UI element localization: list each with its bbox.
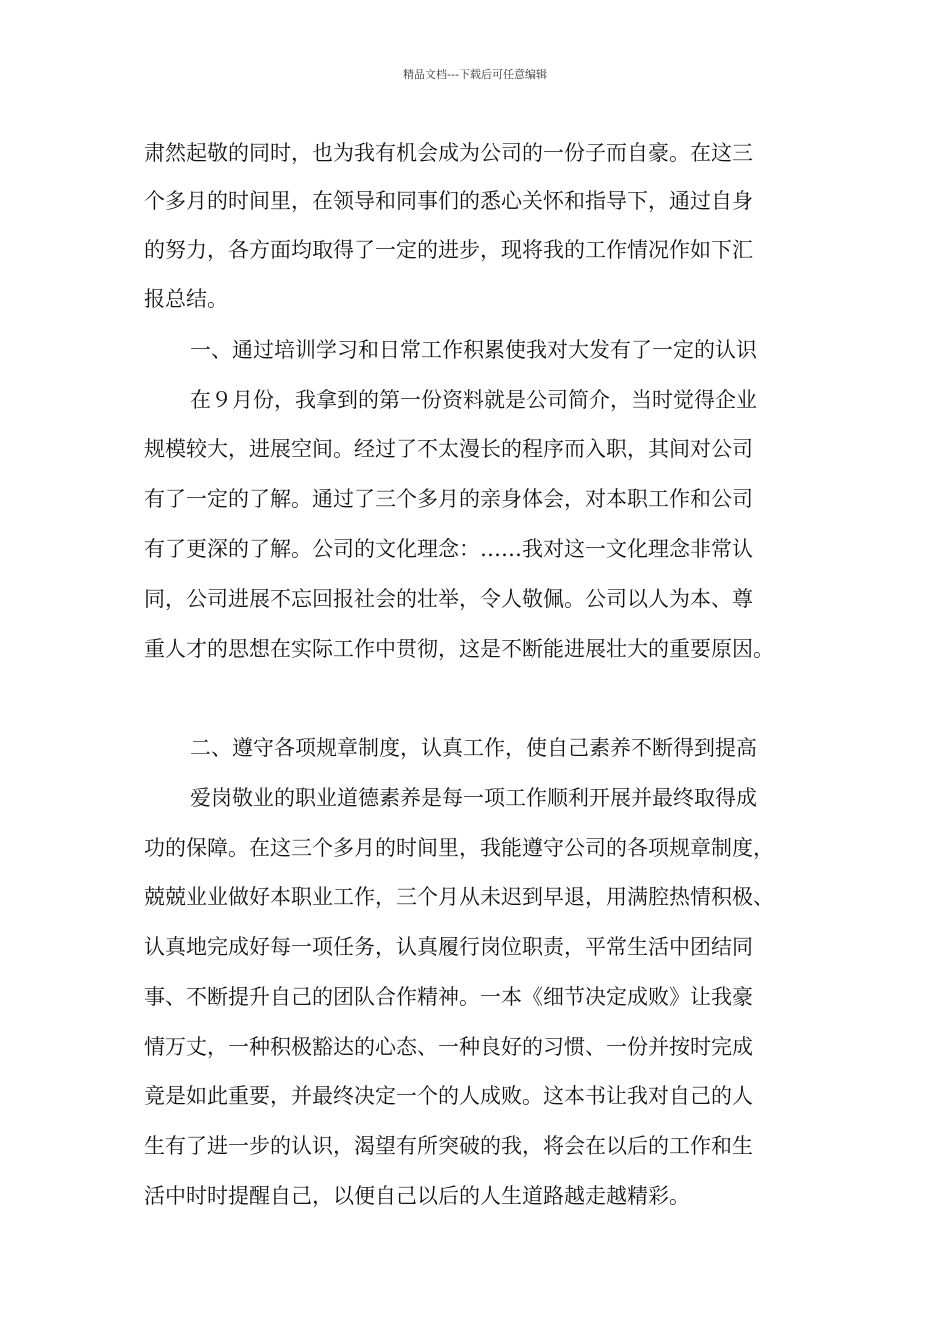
- body-line: 肃然起敬的同时，也为我有机会成为公司的一份子而自豪。在这三: [144, 141, 753, 165]
- body-line: 的努力，各方面均取得了一定的进步，现将我的工作情况作如下汇: [144, 238, 753, 262]
- body-line: 兢兢业业做好本职业工作，三个月从未迟到早退，用满腔热情积极、: [144, 885, 774, 909]
- body-line: 事、不断提升自己的团队合作精神。一本《细节决定成败》让我豪: [144, 985, 753, 1009]
- body-line: 情万丈，一种积极豁达的心态、一种良好的习惯、一份并按时完成: [144, 1035, 753, 1059]
- page-header: 精品文档---下载后可任意编辑: [403, 68, 547, 81]
- body-line: 同，公司进展不忘回报社会的壮举，令人敬佩。公司以人为本、尊: [144, 587, 753, 611]
- section-heading: 二、遵守各项规章制度，认真工作，使自己素养不断得到提高: [190, 736, 757, 760]
- body-line: 功的保障。在这三个多月的时间里，我能遵守公司的各项规章制度，: [144, 836, 774, 860]
- body-line: 生有了进一步的认识，渴望有所突破的我，将会在以后的工作和生: [144, 1134, 753, 1158]
- body-line: 有了更深的了解。公司的文化理念：……我对这一文化理念非常认: [144, 537, 753, 561]
- body-line: 规模较大，进展空间。经过了不太漫长的程序而入职，其间对公司: [144, 437, 753, 461]
- body-line: 在９月份，我拿到的第一份资料就是公司简介，当时觉得企业: [190, 388, 757, 412]
- body-line: 认真地完成好每一项任务，认真履行岗位职责，平常生活中团结同: [144, 935, 753, 959]
- body-line: 活中时时提醒自己，以便自己以后的人生道路越走越精彩。: [144, 1184, 690, 1208]
- body-line: 有了一定的了解。通过了三个多月的亲身体会，对本职工作和公司: [144, 487, 753, 511]
- body-line: 个多月的时间里，在领导和同事们的悉心关怀和指导下，通过自身: [144, 189, 753, 213]
- body-line: 竟是如此重要，并最终决定一个的人成败。这本书让我对自己的人: [144, 1084, 753, 1108]
- body-line: 报总结。: [144, 287, 228, 311]
- section-heading: 一、通过培训学习和日常工作积累使我对大发有了一定的认识: [190, 338, 757, 362]
- body-line: 爱岗敬业的职业道德素养是每一项工作顺利开展并最终取得成: [190, 786, 757, 810]
- body-line: 重人才的思想在实际工作中贯彻，这是不断能进展壮大的重要原因。: [144, 637, 774, 661]
